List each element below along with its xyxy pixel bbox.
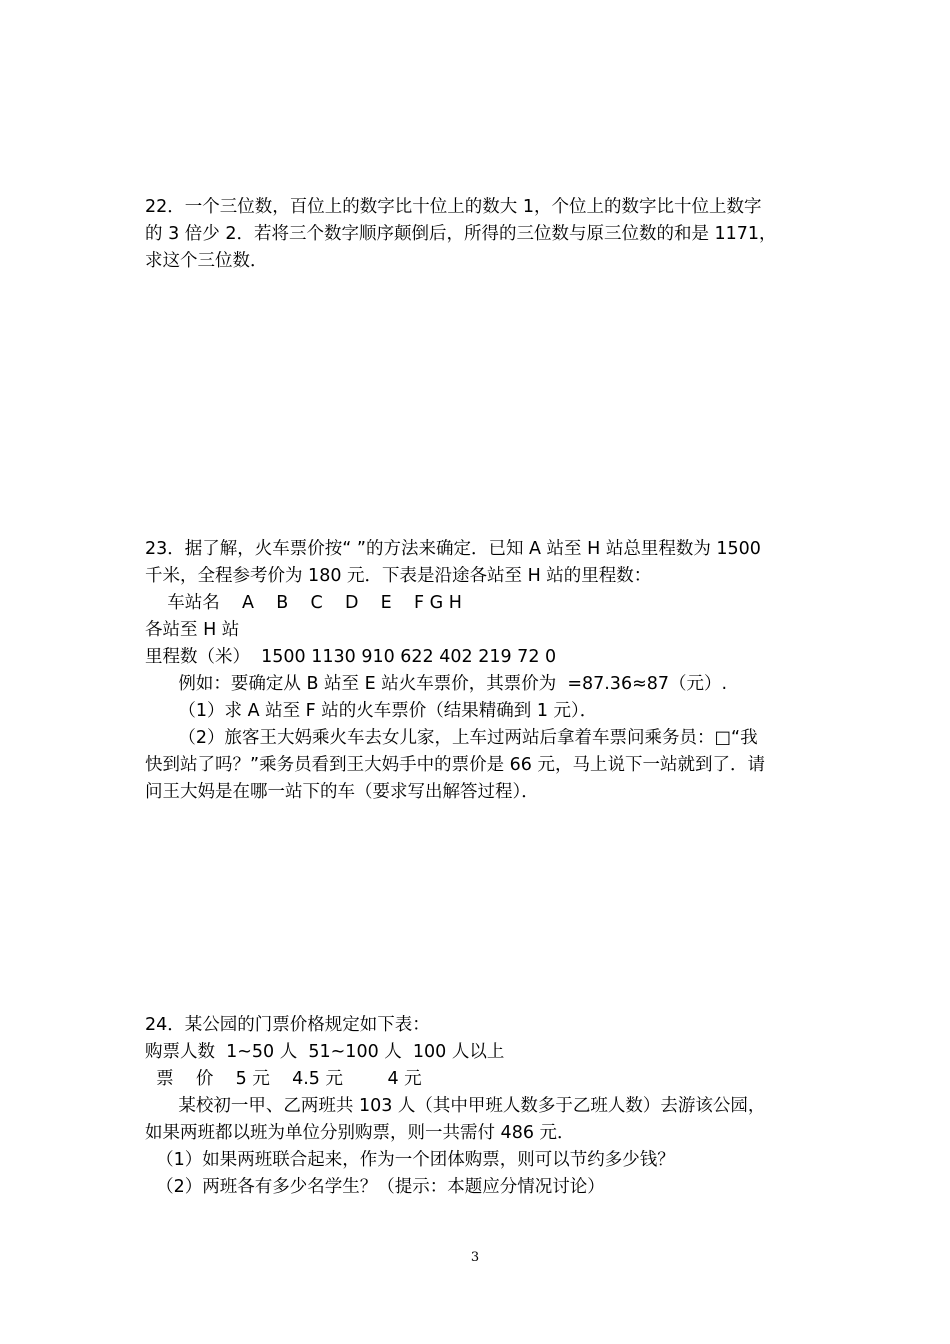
ticket-price-row: 票 价 5 元 4.5 元 4 元 bbox=[145, 1069, 422, 1089]
question-22-line-1: 22．一个三位数，百位上的数字比十位上的数大 1，个位上的数字比十位上数字 bbox=[145, 197, 762, 217]
question-23-line-2: 千米，全程参考价为 180 元．下表是沿途各站至 H 站的里程数： bbox=[145, 566, 652, 586]
ticket-count-row: 购票人数 1~50 人 51~100 人 100 人以上 bbox=[145, 1042, 505, 1062]
question-24-part-2: （2）两班各有多少名学生？（提示：本题应分情况讨论） bbox=[145, 1177, 605, 1197]
question-23-part-2-line-1: （2）旅客王大妈乘火车去女儿家，上车过两站后拿着车票问乘务员：□“我 bbox=[145, 728, 758, 748]
question-24-line-1: 24．某公园的门票价格规定如下表： bbox=[145, 1015, 430, 1035]
question-24-line-5: 如果两班都以班为单位分别购票，则一共需付 486 元． bbox=[145, 1123, 575, 1143]
question-23-part-1: （1）求 A 站至 F 站的火车票价（结果精确到 1 元）． bbox=[145, 701, 598, 721]
station-table-label: 各站至 H 站 bbox=[145, 620, 240, 640]
mileage-row: 里程数（米） 1500 1130 910 622 402 219 72 0 bbox=[145, 647, 557, 667]
question-22-line-2: 的 3 倍少 2．若将三个数字顺序颠倒后，所得的三位数与原三位数的和是 1171， bbox=[145, 224, 777, 244]
question-24-part-1: （1）如果两班联合起来，作为一个团体购票，则可以节约多少钱？ bbox=[145, 1150, 675, 1170]
question-23-part-2-line-2: 快到站了吗？”乘务员看到王大妈手中的票价是 66 元，马上说下一站就到了．请 bbox=[145, 755, 765, 775]
station-name-row: 车站名 A B C D E F G H bbox=[145, 593, 462, 613]
question-23-line-1: 23．据了解，火车票价按“ ”的方法来确定．已知 A 站至 H 站总里程数为 1500 bbox=[145, 539, 761, 559]
question-23-part-2-line-3: 问王大妈是在哪一站下的车（要求写出解答过程）． bbox=[145, 782, 539, 802]
question-24-line-4: 某校初一甲、乙两班共 103 人（其中甲班人数多于乙班人数）去游该公园， bbox=[145, 1096, 766, 1116]
page-number: 3 bbox=[470, 1250, 480, 1265]
question-23-example: 例如：要确定从 B 站至 E 站火车票价，其票价为 =87.36≈87（元）. bbox=[145, 674, 728, 694]
question-22-line-3: 求这个三位数． bbox=[145, 251, 268, 271]
